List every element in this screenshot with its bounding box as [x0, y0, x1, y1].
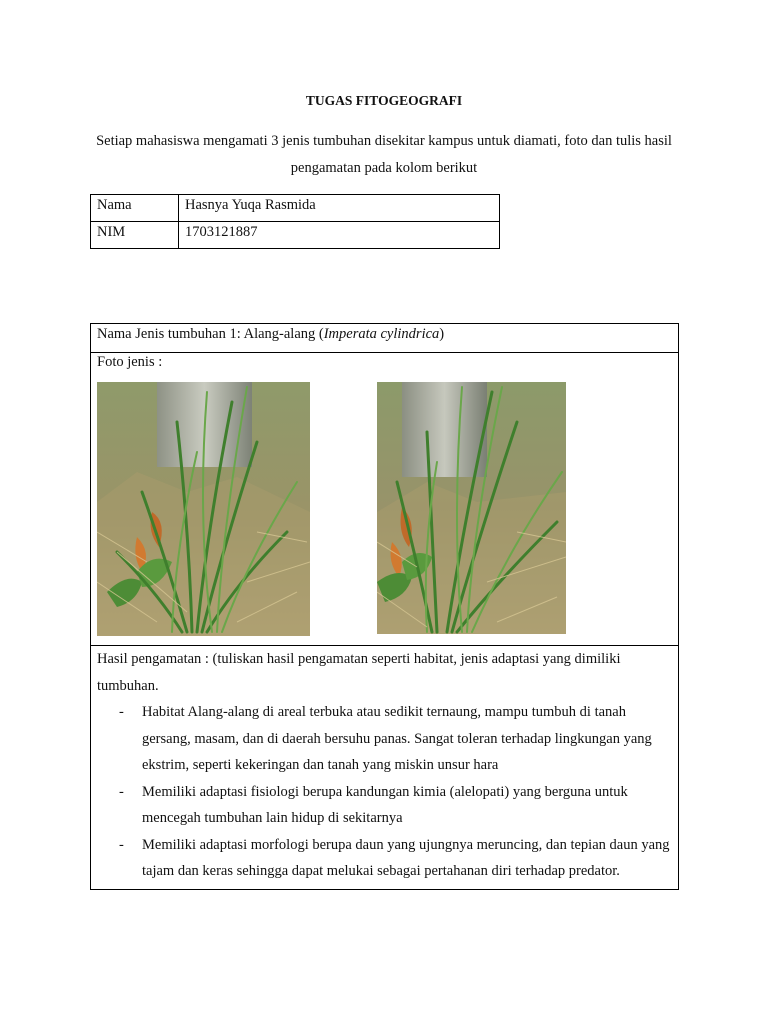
list-item [97, 779, 672, 832]
nim-label: NIM [91, 222, 179, 249]
name-label: Nama [91, 195, 179, 222]
name-row [91, 195, 500, 222]
observation-text: Memiliki adaptasi morfologi berupa daun yang ujungnya meruncing, dan tepian daun yang tajam dan keras sehingga dapat melukai sebagai pertahanan diri terhadap predator. [142, 836, 670, 879]
document-title: TUGAS FITOGEOGRAFI [305, 93, 463, 108]
photo-label: Foto jenis : [97, 354, 163, 370]
list-item [97, 699, 672, 779]
bullet-dash: - [119, 783, 124, 800]
plant-observation-table [90, 323, 679, 890]
bullet-dash: - [119, 836, 124, 853]
list-item [97, 832, 672, 885]
plant-photo-1 [97, 382, 310, 636]
student-identity-table [90, 194, 500, 249]
nim-value: 1703121887 [179, 222, 500, 249]
instructions-text: Setiap mahasiswa mengamati 3 jenis tumbuhan disekitar kampus untuk diamati, foto dan tulis hasil pengamatan pada kolom berikut [96, 133, 672, 176]
plant-photo-2 [377, 382, 566, 634]
name-value: Hasnya Yuqa Rasmida [179, 195, 500, 222]
observation-text: Habitat Alang-alang di areal terbuka atau sedikit ternaung, mampu tumbuh di tanah gersang, masam, dan di daerah bersuhu panas. Sangat toleran terhadap lingkungan yang ekstrim, seperti kekeringan dan tanah yang miskin unsur hara [142, 704, 652, 773]
bullet-dash: - [119, 704, 124, 720]
plant-photo-cell [91, 353, 679, 646]
plant-name-suffix: ) [439, 326, 445, 342]
nim-row [91, 222, 500, 249]
plant-name-prefix: Nama Jenis tumbuhan 1: Alang-alang ( [97, 326, 324, 342]
plant-name-cell [91, 324, 679, 353]
observation-result-row [91, 646, 679, 890]
observation-text: Memiliki adaptasi fisiologi berupa kandungan kimia (alelopati) yang berguna untuk mencegah tumbuhan lain hidup di sekitarnya [142, 783, 628, 826]
result-heading: Hasil pengamatan : (tuliskan hasil pengamatan seperti habitat, jenis adaptasi yang dimiliki tumbuhan. [97, 651, 621, 694]
observation-result-cell [91, 646, 679, 890]
plant-name-row [91, 324, 679, 353]
observation-list [97, 699, 672, 885]
plant-photo-row [91, 353, 679, 646]
plant-scientific-name: Imperata cylindrica [323, 326, 440, 342]
